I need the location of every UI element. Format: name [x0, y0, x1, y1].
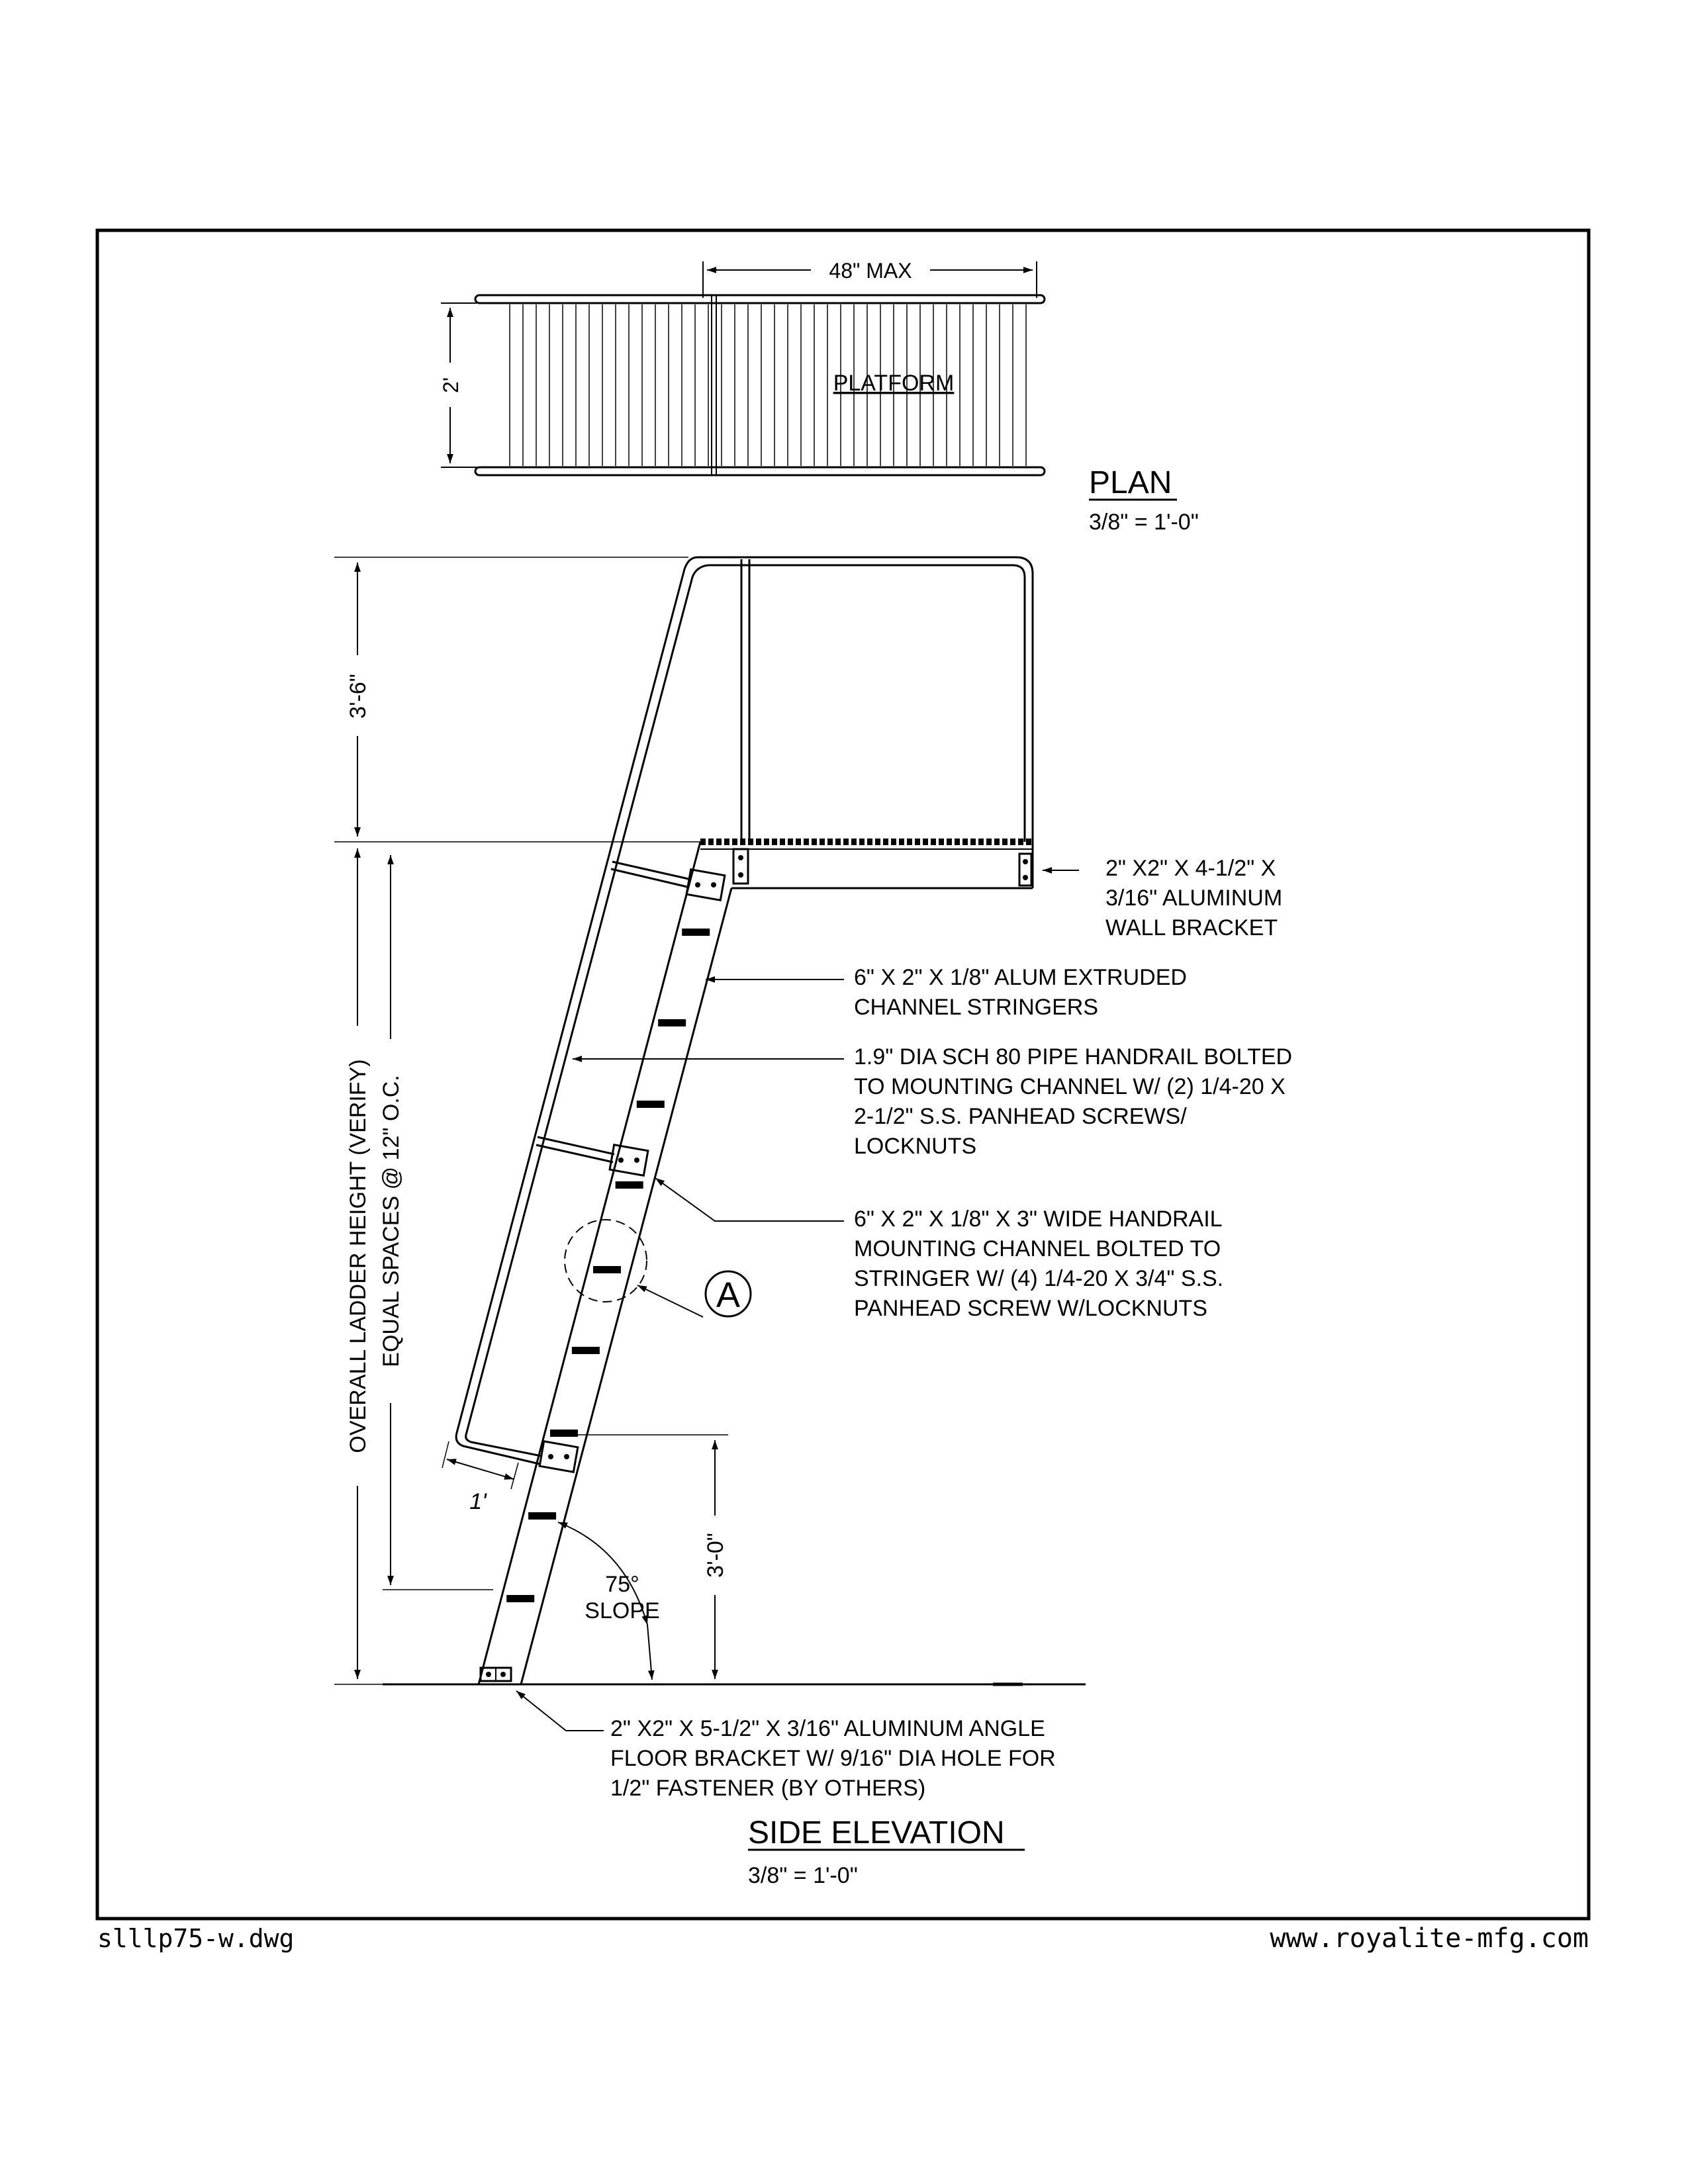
slope-angle-label: 75° — [605, 1572, 639, 1597]
floor-bracket — [481, 1668, 511, 1681]
website: www.royalite-mfg.com — [1270, 1923, 1589, 1954]
tread — [506, 1595, 534, 1602]
ladder-stringers — [479, 842, 731, 1684]
tread — [572, 1347, 600, 1354]
elevation-scale: 3/8" = 1'-0" — [748, 1863, 858, 1888]
plan-depth-label: 2' — [439, 377, 463, 393]
tread — [550, 1430, 578, 1437]
tread — [682, 929, 710, 936]
handrail-height-dimension — [334, 557, 700, 842]
slope-label: SLOPE — [585, 1598, 660, 1623]
tread — [528, 1512, 556, 1520]
plan-width-label: 48" MAX — [829, 259, 912, 283]
stringers-callout: 6" X 2" X 1/8" ALUM EXTRUDED CHANNEL STRINGERS — [854, 965, 1187, 1020]
platform-label: PLATFORM — [833, 371, 955, 396]
step-spacing-label: EQUAL SPACES @ 12" O.C. — [379, 1075, 404, 1367]
wall-bracket — [1019, 854, 1031, 886]
handrail-callout: 1.9" DIA SCH 80 PIPE HANDRAIL BOLTED TO MOUNTING CHANNEL W/ (2) 1/4-20 X 2-1/2" S.S. PANHEAD SCREWS/ LOCKNUTS — [854, 1044, 1293, 1159]
plan-view — [439, 259, 1199, 535]
plan-scale: 3/8" = 1'-0" — [1089, 510, 1199, 535]
handrail-pipe — [456, 557, 708, 1464]
plan-platform-outline — [475, 295, 1045, 475]
platform-guardrail — [698, 557, 1033, 842]
bottom-height-label: 3'-0" — [703, 1533, 728, 1578]
slope-angle — [558, 1522, 660, 1680]
plan-depth-dimension — [439, 303, 477, 467]
floor-bracket-callout: 2" X2" X 5-1/2" X 3/16" ALUMINUM ANGLE FLOOR BRACKET W/ 9/16" DIA HOLE FOR 1/2" FASTENER (BY OTHERS) — [610, 1716, 1056, 1801]
side-elevation-view — [334, 557, 1299, 1888]
step-spacing-dimension — [379, 855, 493, 1590]
platform-side — [700, 842, 1033, 888]
overall-height-label: OVERALL LADDER HEIGHT (VERIFY) — [346, 1059, 371, 1453]
step-depth-label: 1' — [469, 1489, 487, 1514]
detail-a-marker — [565, 1220, 751, 1317]
drawing-border — [97, 230, 1589, 1919]
ladder-treads — [506, 929, 710, 1602]
plan-title: PLAN — [1089, 465, 1172, 500]
tread — [658, 1019, 686, 1026]
step-depth-dimension — [442, 1441, 518, 1514]
handrail-mounting-channels — [536, 862, 725, 1472]
plan-width-dimension — [703, 259, 1037, 298]
tread — [616, 1181, 643, 1189]
elevation-title: SIDE ELEVATION — [748, 1815, 1005, 1850]
mounting-channel-callout: 6" X 2" X 1/8" X 3" WIDE HANDRAIL MOUNTING CHANNEL BOLTED TO STRINGER W/ (4) 1/4-20 X 3/4" S.S. PANHEAD SCREW W/LOCKNUTS — [854, 1206, 1224, 1321]
file-name: slllp75-w.dwg — [97, 1924, 295, 1953]
bottom-height-dimension — [557, 1435, 728, 1679]
handrail-height-label: 3'-6" — [346, 674, 371, 719]
wall-bracket-callout: 2" X2" X 4-1/2" X 3/16" ALUMINUM WALL BRACKET — [1105, 856, 1283, 940]
overall-height-dimension — [334, 848, 383, 1684]
detail-a-label: A — [716, 1275, 741, 1315]
tread — [637, 1101, 665, 1108]
tread — [593, 1266, 621, 1273]
